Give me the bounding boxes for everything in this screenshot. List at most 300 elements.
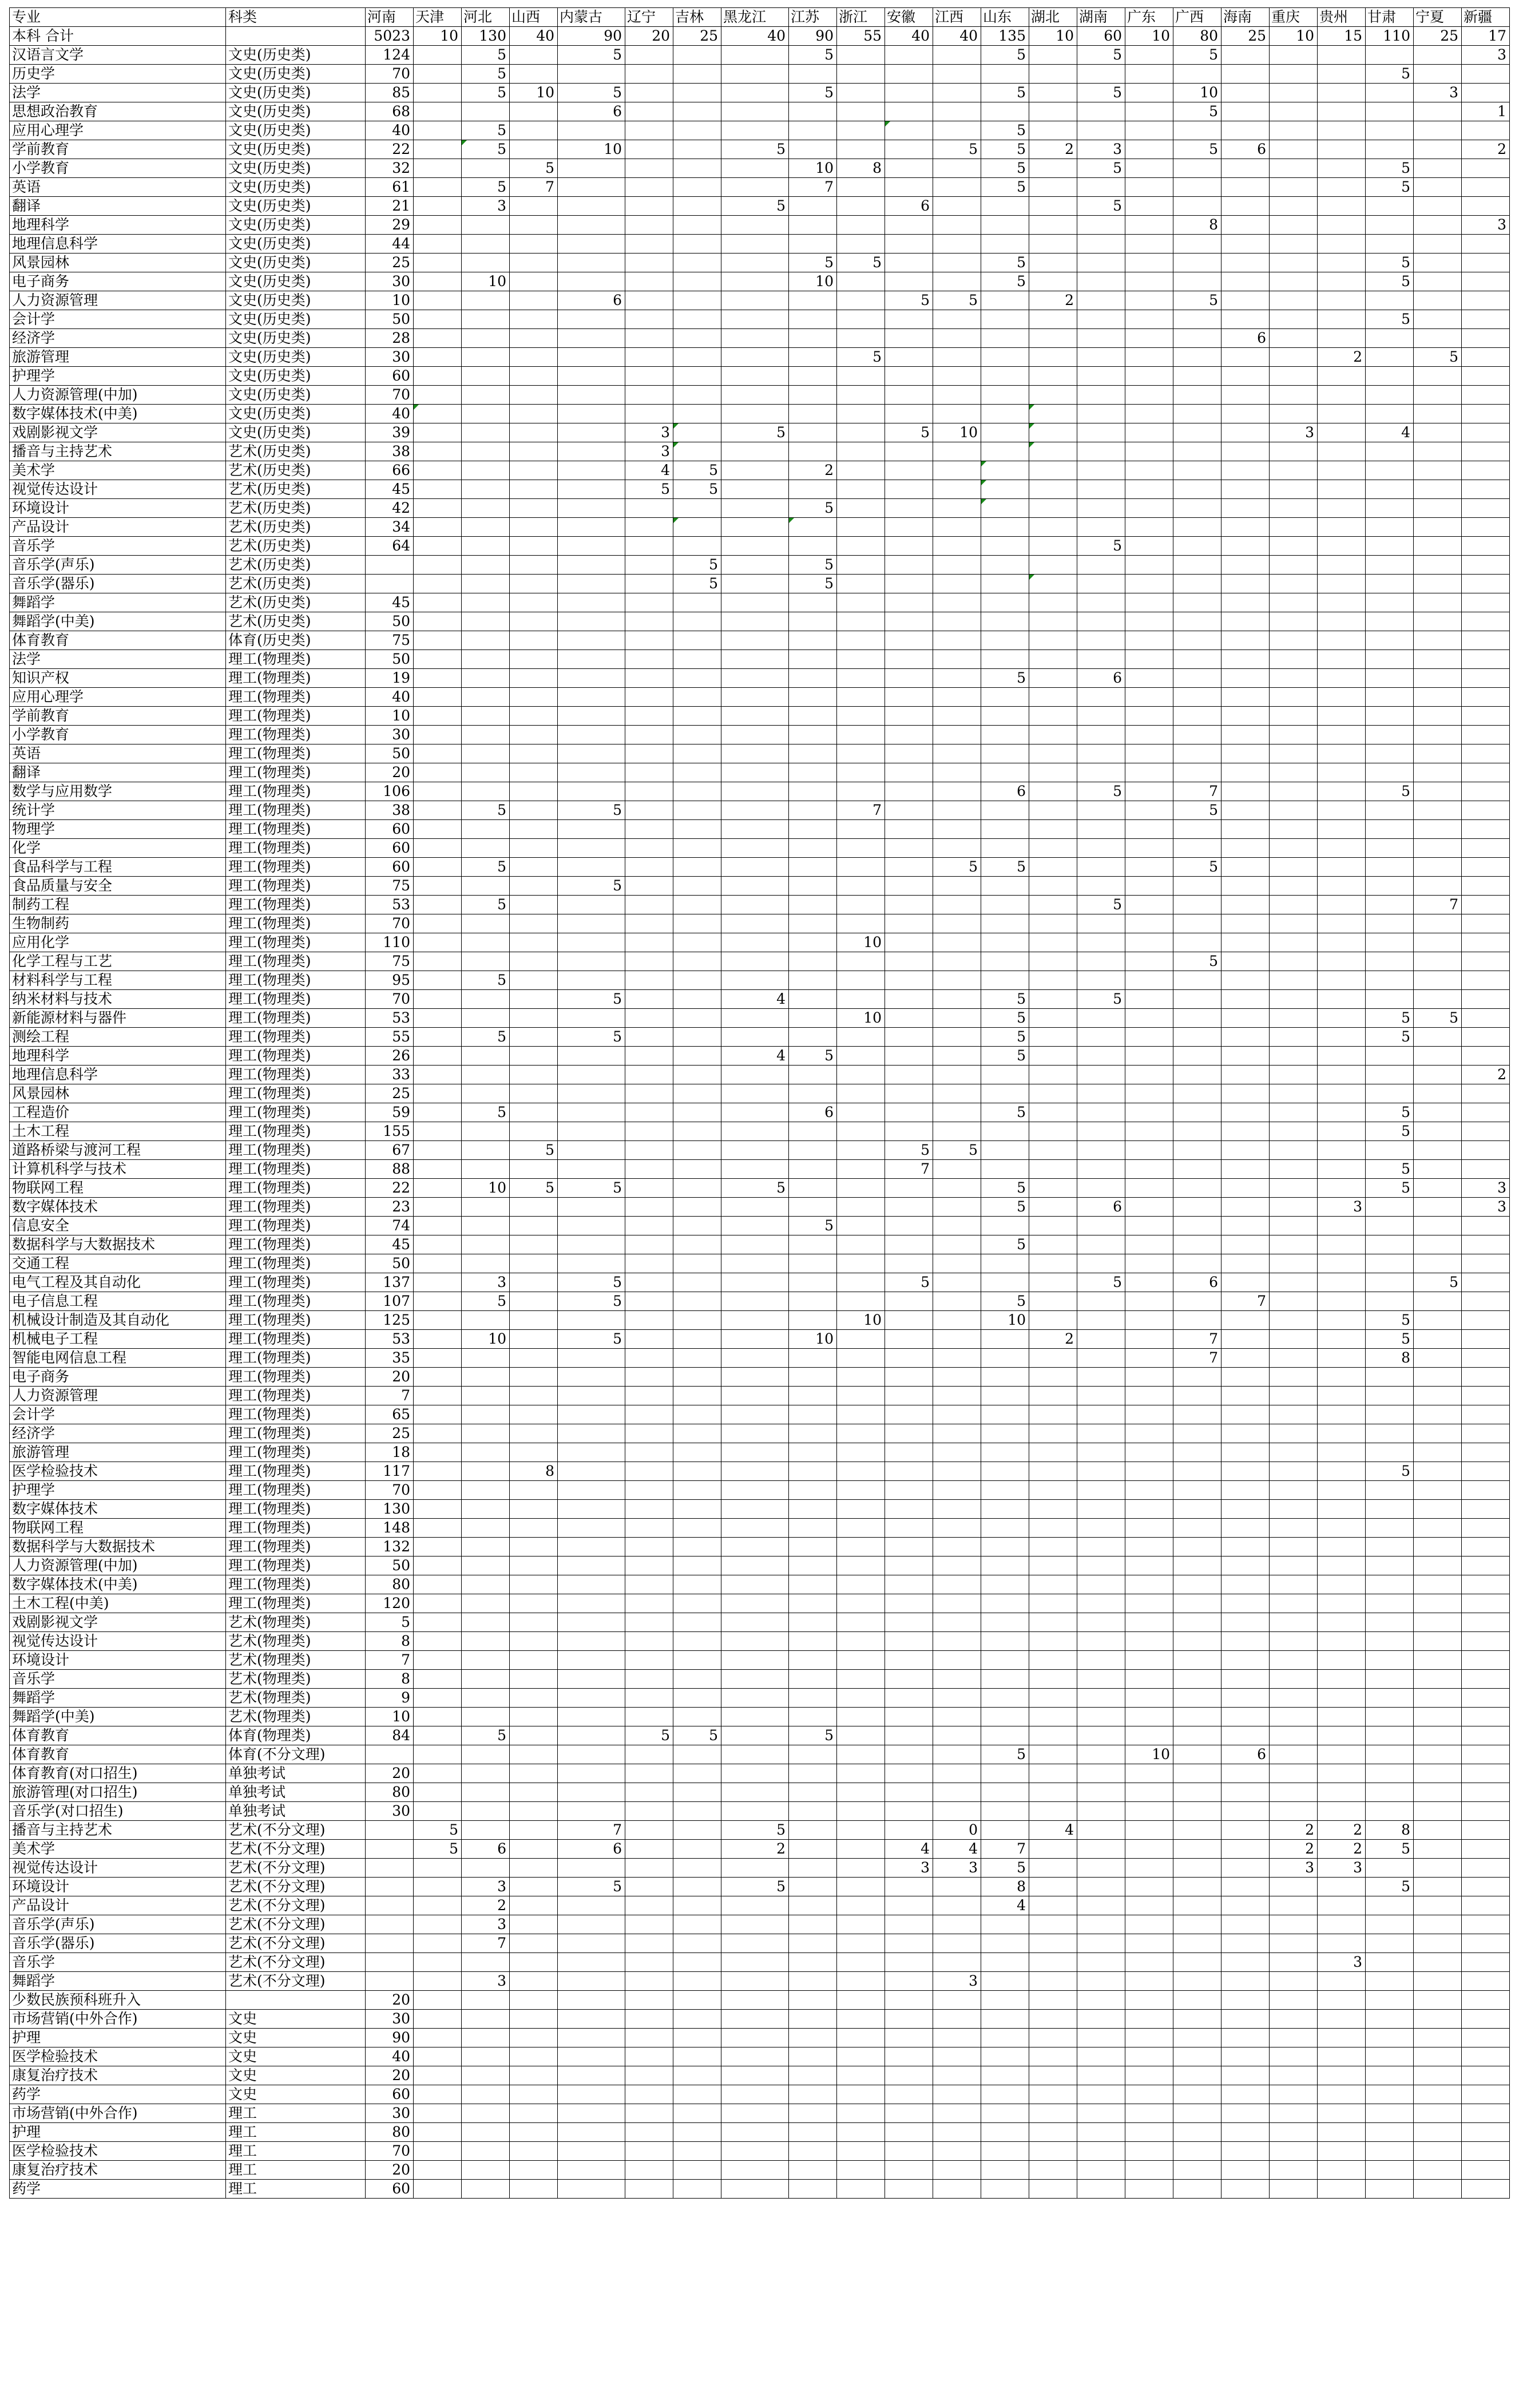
quota-cell: [1366, 1405, 1414, 1424]
quota-cell: [1270, 1764, 1318, 1783]
quota-cell: [1414, 291, 1462, 310]
quota-cell: [1221, 2066, 1270, 2085]
quota-cell: 5: [1366, 1028, 1414, 1047]
quota-cell: 20: [366, 2066, 414, 2085]
quota-cell: [789, 1405, 837, 1424]
table-row: [10, 612, 1510, 631]
quota-cell: [414, 1424, 462, 1443]
quota-cell: [1029, 914, 1077, 933]
quota-cell: [1077, 2180, 1125, 2199]
quota-cell: [1366, 593, 1414, 612]
quota-cell: [1077, 1066, 1125, 1084]
quota-cell: [1270, 1235, 1318, 1254]
quota-cell: [1414, 1443, 1462, 1462]
quota-cell: 6: [1077, 669, 1125, 688]
major-cell: 小学教育: [10, 726, 226, 744]
quota-cell: [1077, 1349, 1125, 1368]
quota-cell: [885, 235, 933, 254]
quota-cell: [673, 1198, 721, 1217]
quota-cell: [981, 291, 1029, 310]
quota-cell: [1414, 329, 1462, 348]
quota-cell: [1125, 1726, 1173, 1745]
quota-cell: [1173, 1651, 1221, 1670]
quota-cell: [1414, 1160, 1462, 1179]
major-cell: 舞蹈学(中美): [10, 612, 226, 631]
quota-cell: [837, 84, 885, 102]
category-cell: 艺术(历史类): [226, 556, 366, 575]
table-row: [10, 763, 1510, 782]
table-row: [10, 1009, 1510, 1028]
quota-cell: [510, 971, 558, 990]
province-column-header: 吉林: [673, 8, 721, 27]
quota-cell: [558, 197, 625, 216]
quota-cell: [1414, 820, 1462, 839]
quota-cell: 5: [1366, 1878, 1414, 1896]
quota-cell: 53: [366, 896, 414, 914]
quota-cell: [981, 2180, 1029, 2199]
quota-cell: 60: [366, 858, 414, 877]
category-cell: 文史(历史类): [226, 140, 366, 159]
quota-cell: 10: [789, 159, 837, 178]
quota-cell: [1125, 1896, 1173, 1915]
quota-cell: [673, 1443, 721, 1462]
quota-cell: [1366, 348, 1414, 367]
quota-cell: [414, 272, 462, 291]
table-row: [10, 707, 1510, 726]
quota-cell: [789, 896, 837, 914]
quota-cell: [1318, 461, 1366, 480]
quota-cell: [1029, 1084, 1077, 1103]
quota-cell: [558, 1349, 625, 1368]
quota-cell: [414, 1802, 462, 1821]
quota-cell: 80: [366, 2123, 414, 2142]
category-cell: 理工: [226, 2180, 366, 2199]
quota-cell: 2: [789, 461, 837, 480]
quota-cell: [1366, 2047, 1414, 2066]
quota-cell: 3: [462, 1972, 510, 1991]
quota-cell: [885, 329, 933, 348]
quota-cell: [885, 1821, 933, 1840]
quota-cell: [1270, 2085, 1318, 2104]
major-cell: 旅游管理(对口招生): [10, 1783, 226, 1802]
quota-cell: [625, 1160, 673, 1179]
table-row: [10, 1878, 1510, 1896]
quota-cell: [933, 575, 981, 593]
quota-cell: 55: [837, 27, 885, 46]
major-cell: 会计学: [10, 1405, 226, 1424]
quota-cell: [1221, 1821, 1270, 1840]
quota-cell: 42: [366, 499, 414, 518]
quota-cell: [510, 1575, 558, 1594]
quota-cell: [1366, 1934, 1414, 1953]
major-column-header: 专业: [10, 8, 226, 27]
quota-cell: [558, 1575, 625, 1594]
category-cell: 理工(物理类): [226, 1405, 366, 1424]
quota-cell: 19: [366, 669, 414, 688]
quota-cell: [558, 1651, 625, 1670]
quota-cell: [673, 537, 721, 556]
quota-cell: [1029, 1557, 1077, 1575]
quota-cell: [462, 254, 510, 272]
quota-cell: 120: [366, 1594, 414, 1613]
quota-cell: [1221, 310, 1270, 329]
quota-cell: [462, 1462, 510, 1481]
quota-cell: [1366, 575, 1414, 593]
quota-cell: [1318, 914, 1366, 933]
category-cell: 艺术(不分文理): [226, 1972, 366, 1991]
table-row: [10, 2161, 1510, 2180]
table-row: [10, 1066, 1510, 1084]
quota-cell: [1029, 858, 1077, 877]
quota-cell: [1318, 518, 1366, 537]
major-cell: 翻译: [10, 197, 226, 216]
quota-cell: [933, 2123, 981, 2142]
quota-cell: [885, 1538, 933, 1557]
quota-cell: [933, 480, 981, 499]
quota-cell: [1029, 952, 1077, 971]
quota-cell: [462, 1745, 510, 1764]
quota-cell: 5: [981, 84, 1029, 102]
quota-cell: [462, 386, 510, 405]
major-cell: 化学: [10, 839, 226, 858]
quota-cell: [981, 1500, 1029, 1519]
quota-cell: [1173, 1387, 1221, 1405]
quota-cell: [1318, 367, 1366, 386]
quota-cell: [885, 631, 933, 650]
quota-cell: [1029, 442, 1077, 461]
quota-cell: [789, 1349, 837, 1368]
quota-cell: [981, 763, 1029, 782]
quota-cell: [1270, 1481, 1318, 1500]
table-row: [10, 1972, 1510, 1991]
quota-cell: [1077, 1726, 1125, 1745]
category-cell: 理工(物理类): [226, 782, 366, 801]
quota-cell: [414, 2123, 462, 2142]
quota-cell: [510, 952, 558, 971]
category-cell: 艺术(不分文理): [226, 1878, 366, 1896]
quota-cell: [1173, 461, 1221, 480]
quota-cell: [1125, 1859, 1173, 1878]
quota-cell: [1221, 1726, 1270, 1745]
quota-cell: [673, 1387, 721, 1405]
quota-cell: [673, 272, 721, 291]
quota-cell: [981, 1273, 1029, 1292]
quota-cell: [625, 235, 673, 254]
quota-cell: [625, 801, 673, 820]
quota-cell: [789, 612, 837, 631]
quota-cell: [1221, 612, 1270, 631]
quota-cell: [1077, 2085, 1125, 2104]
quota-cell: [1414, 612, 1462, 631]
quota-cell: [625, 1217, 673, 1235]
quota-cell: [1462, 235, 1510, 254]
quota-cell: [837, 1047, 885, 1066]
quota-cell: 18: [366, 1443, 414, 1462]
quota-cell: [414, 1708, 462, 1726]
quota-cell: [837, 914, 885, 933]
quota-cell: [673, 971, 721, 990]
quota-cell: [837, 65, 885, 84]
quota-cell: 25: [366, 254, 414, 272]
quota-cell: [1125, 461, 1173, 480]
quota-cell: [510, 1198, 558, 1217]
category-cell: 理工(物理类): [226, 1009, 366, 1028]
quota-cell: [721, 499, 789, 518]
category-cell: 文史(历史类): [226, 405, 366, 423]
quota-cell: 5: [1366, 65, 1414, 84]
quota-cell: [1125, 763, 1173, 782]
quota-cell: [625, 2104, 673, 2123]
quota-cell: [366, 1953, 414, 1972]
quota-cell: [1029, 1538, 1077, 1557]
quota-cell: [673, 1481, 721, 1500]
quota-cell: [1125, 197, 1173, 216]
quota-cell: [721, 782, 789, 801]
major-cell: 体育教育: [10, 1745, 226, 1764]
quota-cell: 4: [625, 461, 673, 480]
table-row: [10, 65, 1510, 84]
quota-cell: 6: [981, 782, 1029, 801]
major-cell: 信息安全: [10, 1217, 226, 1235]
quota-cell: [933, 1878, 981, 1896]
quota-cell: [981, 707, 1029, 726]
quota-cell: [558, 2029, 625, 2047]
quota-cell: [673, 1273, 721, 1292]
quota-cell: [1173, 1368, 1221, 1387]
quota-cell: [510, 1009, 558, 1028]
category-cell: 理工(物理类): [226, 971, 366, 990]
quota-cell: [1462, 593, 1510, 612]
quota-cell: [1221, 631, 1270, 650]
quota-cell: [721, 2010, 789, 2029]
table-row: [10, 1047, 1510, 1066]
quota-cell: [1077, 461, 1125, 480]
table-row: [10, 1575, 1510, 1594]
quota-cell: [933, 1047, 981, 1066]
quota-cell: [885, 726, 933, 744]
quota-cell: [414, 1613, 462, 1632]
quota-cell: [1366, 1745, 1414, 1764]
quota-cell: [1462, 442, 1510, 461]
category-cell: 文史(历史类): [226, 46, 366, 65]
table-row: [10, 575, 1510, 593]
quota-cell: 5: [558, 1330, 625, 1349]
major-cell: 播音与主持艺术: [10, 1821, 226, 1840]
quota-cell: [1077, 102, 1125, 121]
quota-cell: [789, 1028, 837, 1047]
quota-cell: 117: [366, 1462, 414, 1481]
quota-cell: [673, 1802, 721, 1821]
quota-cell: [366, 575, 414, 593]
quota-cell: [414, 556, 462, 575]
province-column-header: 广东: [1125, 8, 1173, 27]
quota-cell: [625, 1330, 673, 1349]
category-cell: 理工(物理类): [226, 896, 366, 914]
quota-cell: [1029, 1896, 1077, 1915]
quota-cell: [1221, 405, 1270, 423]
quota-cell: [510, 386, 558, 405]
quota-cell: [789, 1802, 837, 1821]
quota-cell: [721, 121, 789, 140]
quota-cell: [625, 1443, 673, 1462]
quota-cell: 3: [1077, 140, 1125, 159]
quota-cell: [673, 933, 721, 952]
quota-cell: [414, 1273, 462, 1292]
quota-cell: [721, 367, 789, 386]
category-cell: 理工(物理类): [226, 952, 366, 971]
quota-cell: 5: [721, 1878, 789, 1896]
quota-cell: [1029, 1217, 1077, 1235]
quota-cell: [1462, 2066, 1510, 2085]
quota-cell: [1318, 1273, 1366, 1292]
quota-cell: [721, 1330, 789, 1349]
quota-cell: [885, 1972, 933, 1991]
quota-cell: [558, 1235, 625, 1254]
quota-cell: [721, 216, 789, 235]
quota-cell: [933, 1953, 981, 1972]
quota-cell: [1414, 1235, 1462, 1254]
quota-cell: [558, 329, 625, 348]
quota-cell: [885, 46, 933, 65]
category-cell: 艺术(历史类): [226, 461, 366, 480]
quota-cell: [1318, 1557, 1366, 1575]
quota-cell: [721, 1708, 789, 1726]
quota-cell: [462, 593, 510, 612]
quota-cell: [414, 329, 462, 348]
quota-cell: [789, 1009, 837, 1028]
quota-cell: [1221, 650, 1270, 669]
quota-cell: [721, 1783, 789, 1802]
quota-cell: [414, 1500, 462, 1519]
quota-cell: [1462, 1084, 1510, 1103]
quota-cell: 10: [1029, 27, 1077, 46]
quota-cell: 70: [366, 914, 414, 933]
quota-cell: [789, 1387, 837, 1405]
quota-cell: 137: [366, 1273, 414, 1292]
quota-cell: [414, 1915, 462, 1934]
quota-cell: [1221, 1028, 1270, 1047]
quota-cell: [1414, 254, 1462, 272]
quota-cell: [673, 423, 721, 442]
quota-cell: [1270, 272, 1318, 291]
quota-cell: [510, 1953, 558, 1972]
quota-cell: [510, 1387, 558, 1405]
quota-cell: [462, 1311, 510, 1330]
quota-cell: [414, 1859, 462, 1878]
quota-cell: 17: [1462, 27, 1510, 46]
quota-cell: 5: [885, 291, 933, 310]
quota-cell: [673, 386, 721, 405]
quota-cell: [1270, 2104, 1318, 2123]
table-row: [10, 2085, 1510, 2104]
quota-cell: 10: [366, 1708, 414, 1726]
quota-cell: [1173, 329, 1221, 348]
quota-cell: 5: [1366, 159, 1414, 178]
quota-cell: 5: [558, 801, 625, 820]
quota-cell: 5: [981, 140, 1029, 159]
quota-cell: 44: [366, 235, 414, 254]
quota-cell: [1077, 1991, 1125, 2010]
quota-cell: [981, 971, 1029, 990]
quota-cell: [414, 235, 462, 254]
quota-cell: [1414, 2066, 1462, 2085]
quota-cell: [721, 1009, 789, 1028]
major-cell: 物理学: [10, 820, 226, 839]
province-column-header: 湖南: [1077, 8, 1125, 27]
quota-cell: [673, 65, 721, 84]
quota-cell: [1077, 386, 1125, 405]
quota-cell: [1318, 197, 1366, 216]
quota-cell: [933, 1896, 981, 1915]
quota-cell: [837, 1254, 885, 1273]
major-cell: 舞蹈学(中美): [10, 1708, 226, 1726]
quota-cell: [625, 858, 673, 877]
quota-cell: [1318, 1254, 1366, 1273]
quota-cell: [981, 1613, 1029, 1632]
quota-cell: [1125, 2142, 1173, 2161]
table-row: [10, 310, 1510, 329]
quota-cell: [933, 707, 981, 726]
quota-cell: [1366, 1915, 1414, 1934]
quota-cell: [462, 1141, 510, 1160]
quota-cell: 5: [510, 159, 558, 178]
quota-cell: [1366, 235, 1414, 254]
province-column-header: 江西: [933, 8, 981, 27]
quota-cell: [1221, 2047, 1270, 2066]
table-row: [10, 669, 1510, 688]
quota-cell: [789, 1859, 837, 1878]
table-row: [10, 1405, 1510, 1424]
quota-cell: [1462, 480, 1510, 499]
quota-cell: [933, 1179, 981, 1198]
quota-cell: [1221, 1500, 1270, 1519]
quota-cell: [1173, 933, 1221, 952]
quota-cell: [721, 1557, 789, 1575]
quota-cell: 5: [789, 556, 837, 575]
quota-cell: [462, 2085, 510, 2104]
quota-cell: [1077, 442, 1125, 461]
quota-cell: [625, 102, 673, 121]
quota-cell: [1077, 405, 1125, 423]
quota-cell: 7: [558, 1821, 625, 1840]
quota-cell: [1173, 1783, 1221, 1802]
quota-cell: [414, 1481, 462, 1500]
quota-cell: [625, 631, 673, 650]
quota-cell: [1318, 499, 1366, 518]
quota-cell: 8: [837, 159, 885, 178]
category-cell: 文史(历史类): [226, 348, 366, 367]
quota-cell: [1366, 763, 1414, 782]
table-row: [10, 423, 1510, 442]
quota-cell: [837, 612, 885, 631]
quota-cell: [837, 1783, 885, 1802]
quota-cell: [1270, 2142, 1318, 2161]
quota-cell: [558, 593, 625, 612]
quota-cell: [558, 2123, 625, 2142]
major-cell: 数学与应用数学: [10, 782, 226, 801]
quota-cell: [1414, 933, 1462, 952]
quota-cell: [673, 2180, 721, 2199]
quota-cell: [789, 1481, 837, 1500]
quota-cell: [1125, 1519, 1173, 1538]
quota-cell: [1414, 952, 1462, 971]
quota-cell: [933, 1028, 981, 1047]
quota-cell: [1077, 726, 1125, 744]
category-cell: 理工(物理类): [226, 1387, 366, 1405]
quota-cell: [414, 367, 462, 386]
quota-cell: [510, 197, 558, 216]
category-cell: 体育(不分文理): [226, 1745, 366, 1764]
